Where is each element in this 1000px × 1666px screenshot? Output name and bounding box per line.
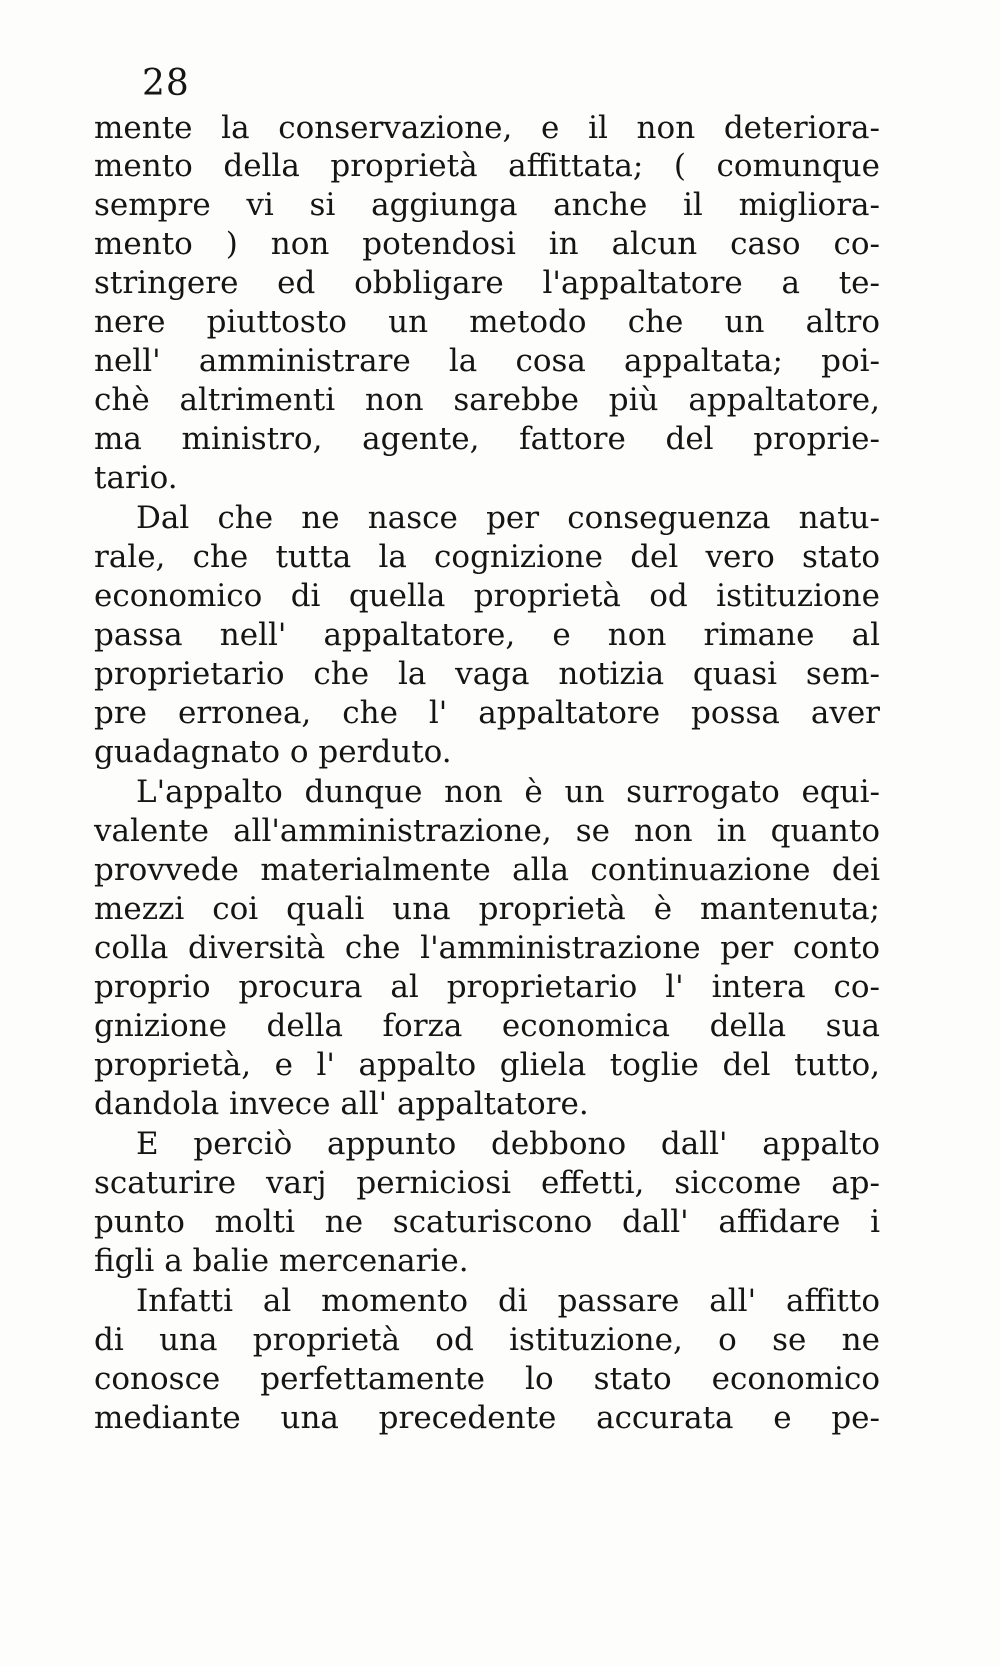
text-line: mediante una precedente accurata e pe- (94, 1400, 880, 1436)
text-line: guadagnato o perduto. (94, 734, 452, 770)
text-line: punto molti ne scaturiscono dall' affidare i (94, 1204, 880, 1240)
page-number: 28 (142, 63, 190, 104)
text-line: tario. (94, 460, 178, 496)
text-line: nell' amministrare la cosa appaltata; poi- (94, 343, 880, 379)
text-line: economico di quella proprietà od istituzione (94, 578, 880, 614)
text-line: L'appalto dunque non è un surrogato equi- (136, 774, 880, 810)
text-line: gnizione della forza economica della sua (94, 1008, 880, 1044)
text-line: provvede materialmente alla continuazione dei (94, 852, 880, 888)
text-line: proprietà, e l' appalto gliela toglie del tutto, (94, 1047, 880, 1083)
text-line: figli a balie mercenarie. (94, 1243, 469, 1279)
text-line: mente la conservazione, e il non deteriora- (94, 110, 880, 146)
text-line: di una proprietà od istituzione, o se ne (94, 1322, 880, 1358)
text-line: rale, che tutta la cognizione del vero stato (94, 539, 880, 575)
text-line: Dal che ne nasce per conseguenza natu- (136, 500, 880, 536)
text-line: chè altrimenti non sarebbe più appaltatore, (94, 382, 880, 418)
text-line: nere piuttosto un metodo che un altro (94, 304, 880, 340)
text-line: scaturire varj perniciosi effetti, siccome ap- (94, 1165, 880, 1201)
text-line: valente all'amministrazione, se non in quanto (94, 813, 880, 849)
text-line: ma ministro, agente, fattore del proprie- (94, 421, 880, 457)
text-line: colla diversità che l'amministrazione per conto (94, 930, 880, 966)
text-line: passa nell' appaltatore, e non rimane al (94, 617, 880, 653)
text-line: mento della proprietà affittata; ( comunque (94, 148, 880, 184)
text-line: proprio procura al proprietario l' intera co- (94, 969, 880, 1005)
text-line: Infatti al momento di passare all' affitto (136, 1283, 880, 1319)
text-line: sempre vi si aggiunga anche il migliora- (94, 187, 880, 223)
text-line: mezzi coi quali una proprietà è mantenuta; (94, 891, 880, 927)
text-line: conosce perfettamente lo stato economico (94, 1361, 880, 1397)
text-line: dandola invece all' appaltatore. (94, 1086, 589, 1122)
text-line: E perciò appunto debbono dall' appalto (136, 1126, 880, 1162)
text-line: pre erronea, che l' appaltatore possa aver (94, 695, 880, 731)
text-line: proprietario che la vaga notizia quasi sem- (94, 656, 880, 692)
text-line: mento ) non potendosi in alcun caso co- (94, 226, 880, 262)
text-line: stringere ed obbligare l'appaltatore a te- (94, 265, 880, 301)
